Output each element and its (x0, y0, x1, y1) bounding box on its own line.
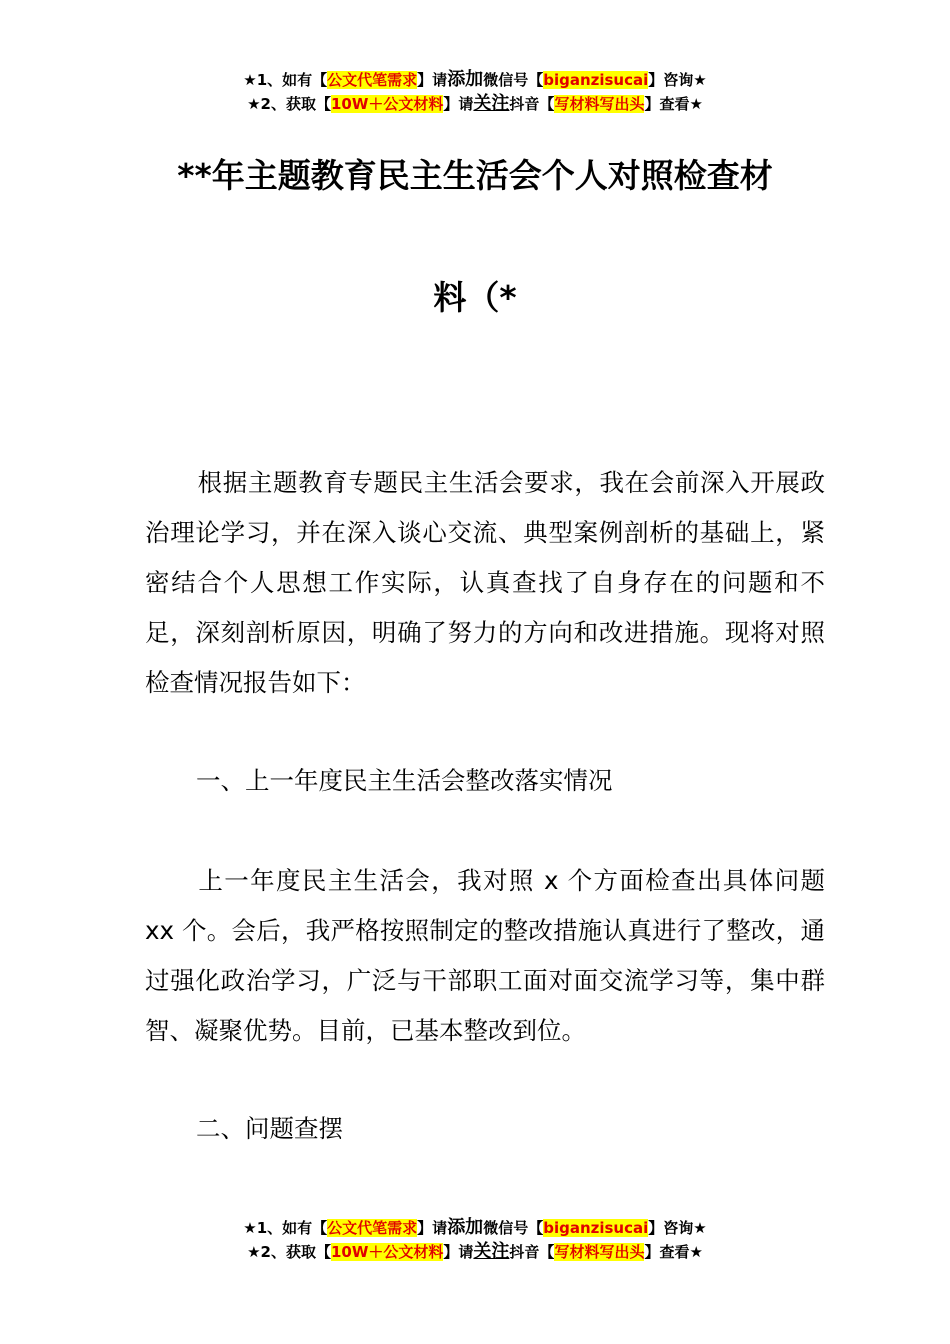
highlight-douyin-account: 写材料写出头 (554, 1243, 645, 1261)
section-heading-2: 二、问题查摆 (196, 1114, 343, 1143)
body-paragraph-1: 根据主题教育专题民主生活会要求，我在会前深入开展政治理论学习，并在深入谈心交流、典型案例剖析的基础上，紧密结合个人思想工作实际，认真查找了自身存在的问题和不足，深刻剖析原因，明确了努力的方向和改进措施。现将对照检查情况报告如下： (145, 468, 825, 697)
highlight-douyin-account: 写材料写出头 (554, 95, 645, 113)
section-heading-1: 一、上一年度民主生活会整改落实情况 (196, 766, 613, 795)
document-title-line-1: **年主题教育民主生活会个人对照检查材 (177, 156, 773, 195)
header-banner (0, 68, 950, 116)
highlight-ghostwriting: 公文代笔需求 (327, 71, 418, 89)
document-title-line-2: 料（* (433, 278, 517, 317)
banner-line-2: ★2、获取【10W＋公文材料】请关注抖音【写材料写出头】查看★ (247, 1241, 703, 1262)
highlight-materials: 10W＋公文材料 (330, 1243, 444, 1261)
highlight-ghostwriting: 公文代笔需求 (327, 1219, 418, 1237)
banner-line-2: ★2、获取【10W＋公文材料】请关注抖音【写材料写出头】查看★ (247, 93, 703, 114)
body-paragraph-2: 上一年度民主生活会，我对照 x 个方面检查出具体问题 xx 个。会后，我严格按照制定的整改措施认真进行了整改，通过强化政治学习，广泛与干部职工面对面交流学习等，集中群智、凝聚优势。目前，已基本整改到位。 (145, 866, 825, 1045)
banner-line-1: ★1、如有【公文代笔需求】请添加微信号【biganzisucai】咨询★ (243, 1217, 707, 1238)
highlight-wechat-id: biganzisucai (543, 1219, 649, 1237)
highlight-materials: 10W＋公文材料 (330, 95, 444, 113)
highlight-wechat-id: biganzisucai (543, 71, 649, 89)
banner-line-1: ★1、如有【公文代笔需求】请添加微信号【biganzisucai】咨询★ (243, 69, 707, 90)
footer-banner (0, 1216, 950, 1264)
